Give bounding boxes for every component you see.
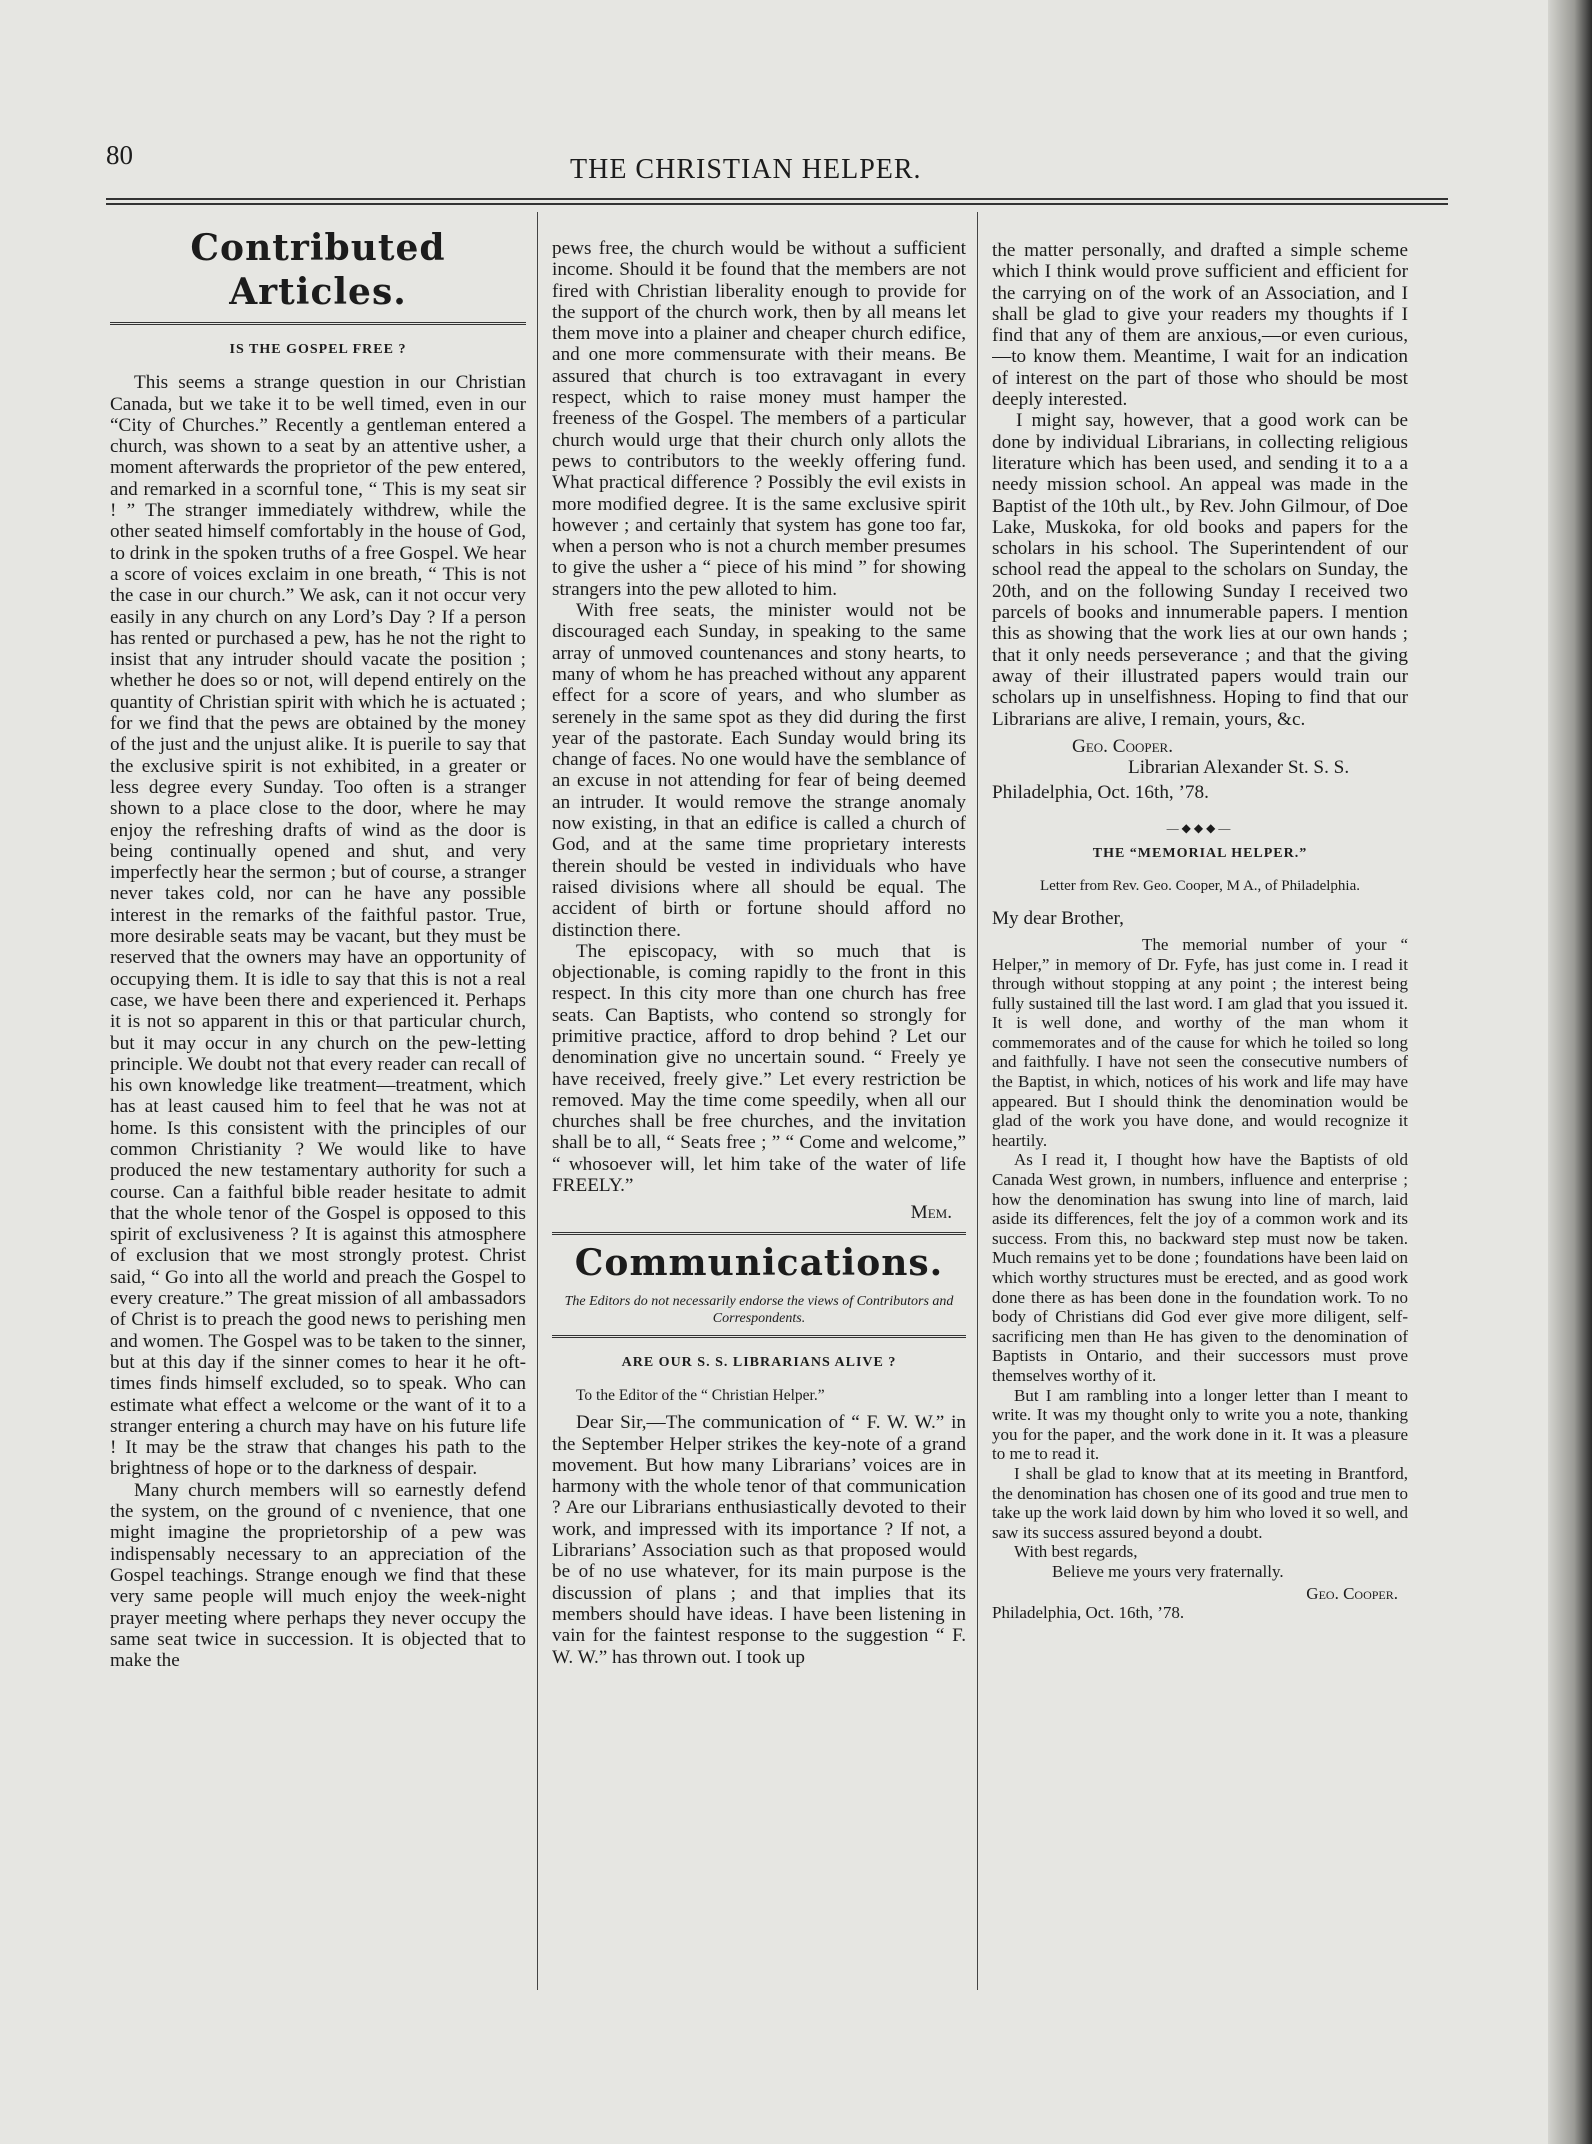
column-rule-left [537, 212, 538, 1990]
letter-salutation: My dear Brother, [992, 907, 1124, 929]
paragraph: With free seats, the minister would not be discouraged each Sunday, in speaking to the same array of unmoved countenances and stony hearts, to many of whom he has preached without any apparent effect for a score of years, and who slumber as serenely in the same spot as they did during the first year of the pastorate. Each Sunday would bring its change of faces. No one would have the semblance of an excuse in not attending for fear of being deemed an intruder. It would remove the strange anomaly now existing, in that an edifice is called a church of God, and at the same time proprietary interests therein should be vested in individuals who have raised divisions where all should be equal. The accident of birth or fortune should afford no distinction there. [552, 600, 966, 941]
running-head-title: THE CHRISTIAN HELPER. [570, 154, 922, 185]
letter-signature-name: Geo. Cooper. [1306, 1583, 1398, 1603]
paragraph: But I am rambling into a longer letter than I meant to write. It was my thought only to write you a note, thanking you for the paper, and the work done in it. It was a pleasure to me to read it. [992, 1385, 1408, 1464]
article-title-memorial-helper: THE “MEMORIAL HELPER.” [1092, 846, 1308, 862]
section-heading-communications: Communications. [574, 1241, 944, 1284]
signature-title: Librarian Alexander St. S. S. [1128, 757, 1350, 779]
paragraph: I shall be glad to know that at its meeting in Brantford, the denomination has chosen one of its good and true men to take up the work laid down by him who loved it so well, and saw its success assured beyond a doubt. [992, 1463, 1408, 1542]
article-title-gospel-free: IS THE GOSPEL FREE ? [229, 342, 407, 357]
paragraph: pews free, the church would be without a sufficient income. Should it be found that the members are not fired with Christian liberality enough to provide for the support of the church work, then by all means let them move into a plainer and cheaper church edifice, and one more commensurate with their means. Be assured that church is too extravagant in every respect, which to raise money must hamper the freeness of the Gospel. The members of a particular church would urge that their church only allots the pews to contributors to the weekly offering fund. What practical difference ? Possibly the evil exists in more modified degree. It is the same exclusive spirit however ; and certainly that system has gone too far, when a person who is not a church member presumes to give the usher a “ piece of his mind ” for showing strangers into the pew alloted to him. [552, 238, 966, 600]
header-rule-bottom [106, 203, 1448, 205]
paragraph: the matter personally, and drafted a simple scheme which I think would prove sufficient and efficient for the carrying on of the work of an Association, and I shall be glad to give your readers my thoughts if I find that any of them are anxious,—or even curious,—to know them. Meantime, I wait for an indication of interest on the part of those who should be most deeply interested. [992, 240, 1408, 411]
header-rule-top [106, 198, 1448, 200]
salutation-to-editor: To the Editor of the “ Christian Helper.” [576, 1386, 825, 1404]
page-number: 80 [106, 140, 133, 170]
paragraph: The episcopacy, with so much that is objectionable, is coming rapidly to the front in this respect. In this city more than one church has free seats. Can Baptists, who contend so strongly for primitive practice, afford to drop behind ? Let our denomination give no uncertain sound. “ Freely ye have received, freely give.” Let every restriction be removed. May the time come speedily, when all our churches shall be free churches, and the invitation shall be to all, “ Seats free ; ” “ Come and welcome,” “ whosoever will, let him take of the water of life FREELY.” [552, 940, 966, 1197]
letter-byline: Letter from Rev. Geo. Cooper, M A., of Philadelphia. [1039, 878, 1361, 895]
article-signature: Mem. [910, 1202, 952, 1224]
letter-signature-place-date: Philadelphia, Oct. 16th, ’78. [992, 1603, 1185, 1623]
closing-believe: Believe me yours very fraternally. [1052, 1561, 1284, 1581]
signature-place-date: Philadelphia, Oct. 16th, ’78. [992, 782, 1209, 804]
closing-regards: With best regards, [1014, 1542, 1138, 1562]
section-rule [552, 1232, 966, 1235]
paragraph: As I read it, I thought how have the Baptists of old Canada West grown, in numbers, influence and enterprise ; how the denomination has swung into line of march, laid aside its differences, felt the joy of a common work and its success. From this, no backward step must now be taken. Much remains yet to be done ; foundations have been laid on which worthy structures must be erected, and as good work done there as has been done in the foundation work. To no body of Christians did God ever give more diligent, self-sacrificing men than He has given to the denomination of Baptists in Ontario, and their successors must prove themselves worthy of it. [992, 1150, 1408, 1385]
column-rule-right [977, 212, 978, 1990]
section-ornament: —◆◆◆— [1166, 820, 1234, 835]
section-rule [110, 322, 526, 325]
paragraph: Dear Sir,—The communication of “ F. W. W.” in the September Helper strikes the key-note of a grand movement. But how many Librarians’ voices are in harmony with the whole tenor of that communication ? Are our Librarians enthusiastically devoted to their work, and impressed with its importance ? If not, a Librarians’ Association such as that proposed would be of no use whatever, for its main purpose is the discussion of plans ; and that implies that its members should have ideas. I have been listening in vain for the faintest response to the suggestion “ F. W. W.” has thrown out. I took up [552, 1412, 966, 1668]
paragraph: Many church members will so earnestly defend the system, on the ground of c nvenience, that one might imagine the proprietorship of a pew was indispensably necessary to an appreciation of the Gospel teachings. Strange enough we find that these very same people will much enjoy the week-night prayer meeting where perhaps they never occupy the same seat twice in succession. It is objected that to make the [110, 1479, 526, 1672]
paragraph: I might say, however, that a good work can be done by individual Librarians, in collecting religious literature which has been used, and sending it to a a needy mission school. An appeal was made in the Baptist of the 10th ult., by Rev. John Gilmour, of Doe Lake, Muskoka, for old books and papers for the scholars in his school. The Superintendent of our school read the appeal to the scholars on Sunday, the 20th, and on the following Sunday I received two parcels of books and innumerable papers. I mention this as showing that the work lies at our own hands ; that it only needs perseverance ; and that the giving away of their illustrated papers would train our scholars up in unselfishness. Hoping to find that our Librarians are alive, I remain, yours, &c. [992, 410, 1408, 730]
column-3 [992, 240, 1408, 1990]
signature-name: Geo. Cooper. [1072, 735, 1173, 757]
article-title-librarians: ARE OUR S. S. LIBRARIANS ALIVE ? [621, 1354, 897, 1370]
column-2 [552, 238, 966, 1990]
paragraph: The memorial number of your “ Helper,” in memory of Dr. Fyfe, has just come in. I read it through without stopping at any point ; the interest being fully sustained till the last word. I am glad that you issued it. It is well done, and worthy of the man whom it commemorates and of the cause for which he toiled so long and faithfully. I have not seen the consecutive numbers of the Baptist, in which, notices of his work and life may have appeared. But I should think the denomination would be glad of the work you have done, and would recognize it heartily. [992, 934, 1408, 1150]
editorial-disclaimer: The Editors do not necessarily endorse the views of Contributors and Correspondents. [564, 1293, 954, 1326]
adjacent-page-edge [1548, 0, 1592, 2144]
section-heading-contributed-articles: Contributed Articles. [190, 227, 446, 313]
letter-body [992, 935, 1408, 1623]
column-1 [110, 220, 526, 1990]
paragraph: This seems a strange question in our Christian Canada, but we take it to be well timed, even in our “City of Churches.” Recently a gentleman entered a church, was shown to a seat by an attentive usher, a moment afterwards the proprietor of the pew entered, and remarked in a scornful tone, “ This is my seat sir ! ” The stranger immediately withdrew, while the other seated himself comfortably in the house of God, to drink in the spoken truths of a free Gospel. We hear a score of voices exclaim in one breath, “ This is not the case in our church.” We ask, can it not occur very easily in any church on any Lord’s Day ? If a person has rented or purchased a pew, has he not the right to insist that any intruder should vacate the position ; whether he does so or not, will depend entirely on the quantity of Christian spirit with which he is actuated ; for we find that the pews are obtained by the money of the just and the unjust alike. It is puerile to say that the exclusive spirit is not exhibited, in a greater or less degree every Sunday. Too often is a stranger shown to a place close to the door, where he may enjoy the refreshing drafts of wind as the door is being continually opened and shut, and very imperfectly hear the sermon ; but of course, a stranger never takes cold, nor can he have any possible interest in the remarks of the faithful pastor. True, more desirable seats may be vacant, but they must be reserved that the owners may have an opportunity of occupying them. It is idle to say that this is not a real case, we have been there and experienced it. Perhaps it is not so apparent in this or that particular church, but it may occur in any church on the pew-letting principle. We doubt not that every reader can recall of his own knowledge like treatment—treatment, which has at least caused him to feel that he was not at home. Is this consistent with the principles of our common Christianity ? We would like to have produced the new testamentary authority for such a course. Can a faithful bible reader hesitate to admit that the whole tenor of the Gospel is opposed to this spirit of exclusiveness ? It is against this atmosphere of exclusion that we most strongly protest. Christ said, “ Go into all the world and preach the Gospel to every creature.” The great mission of all ambassadors of Christ is to preach the good news to perishing men and women. The Gospel was to be taken to the sinner, but at this day if the sinner comes to hear it he oft-times finds himself excluded, so to speak. Who can estimate what effect a welcome or the want of it to a stranger entering a church may have on his future life ! It may be the straw that changes his path to the brightness of hope or to the darkness of despair. [110, 372, 526, 1480]
section-rule [552, 1335, 966, 1338]
